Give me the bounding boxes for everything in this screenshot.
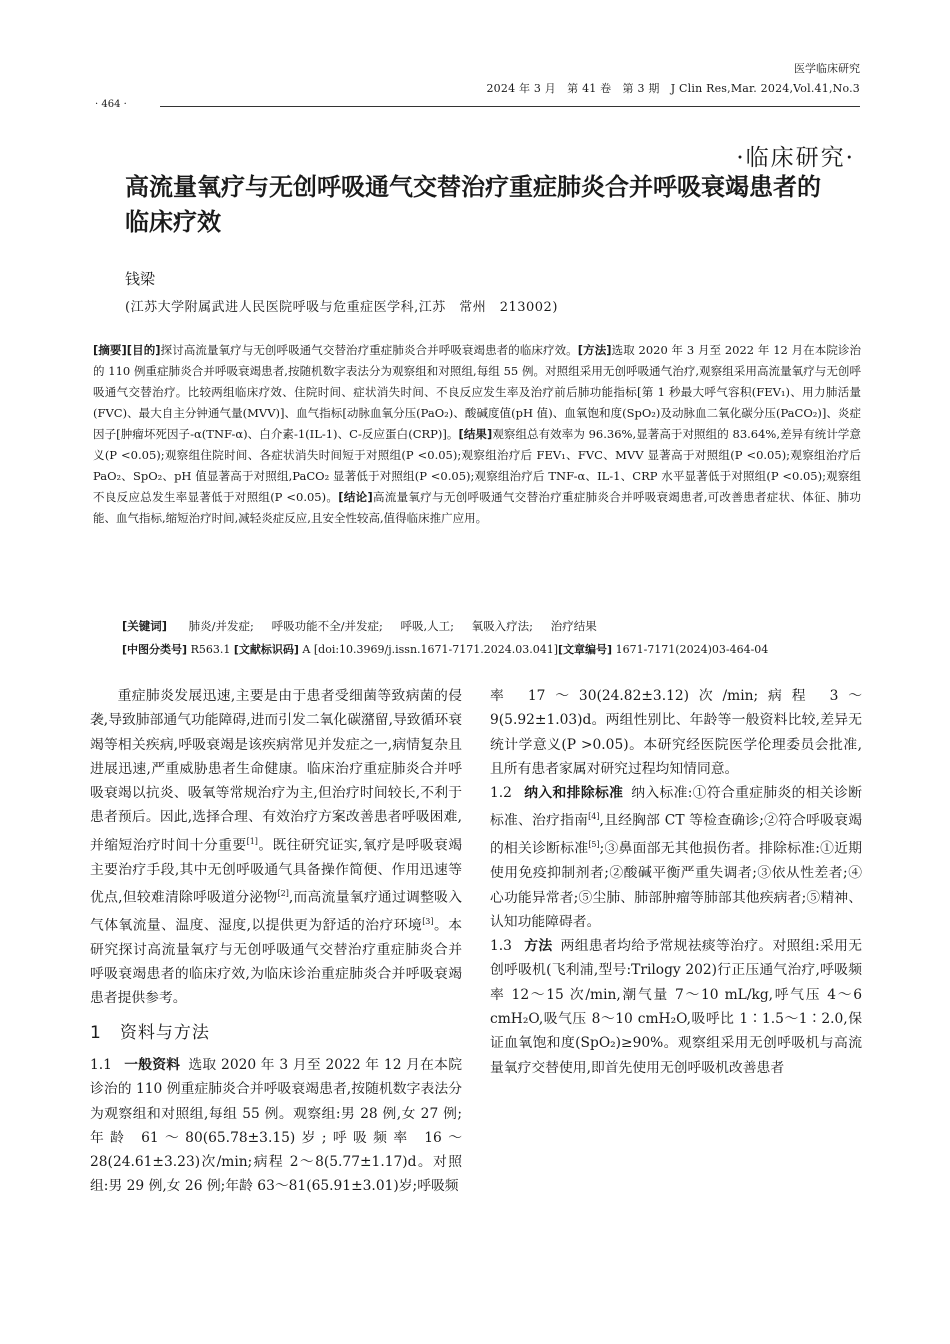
affiliation: (江苏大学附属武进人民医院呼吸与危重症医学科,江苏 常州 213002) <box>125 300 558 315</box>
keyword-item: 呼吸功能不全/并发症; <box>271 619 383 633</box>
body-left-column <box>90 684 462 1199</box>
author: 钱梁 <box>125 270 156 288</box>
citation: [4] <box>588 812 600 822</box>
citation: [2] <box>277 888 289 898</box>
intro-paragraph: 重症肺炎发展迅速,主要是由于患者受细菌等致病菌的侵袭,导致肺部通气功能障碍,进而引发二氧化碳潴留,导致循环衰竭等相关疾病,呼吸衰竭是该疾病常见并发症之一,病情复杂且进展迅速,严重威胁患者生命健康。临床治疗重症肺炎合并呼吸衰竭以抗炎、吸氧等常规治疗为主,但治疗时间较长,不利于患者预后。因此,选择合理、有效治疗方案改善患者呼吸困难,并缩短治疗时间十分重要[1]。既往研究证实,氧疗是呼吸衰竭主要治疗手段,其中无创呼吸通气具备操作简便、作用迅速等优点,但较难清除呼吸道分泌物[2],而高流量氧疗通过调整吸入气体氧流量、温度、湿度,以提供更为舒适的治疗环境[3]。本研究探讨高流量氧疗与无创呼吸通气交替治疗重症肺炎合并呼吸衰竭患者的临床疗效,为临床诊治重症肺炎合并呼吸衰竭患者提供参考。 <box>90 688 463 1007</box>
keyword-item: 呼吸,人工; <box>400 619 455 633</box>
citation: [1] <box>246 836 258 846</box>
clc-value: R563.1 <box>190 643 231 656</box>
article-number-value: 1671-7171(2024)03-464-04 <box>615 643 769 656</box>
paper-title: 高流量氧疗与无创呼吸通气交替治疗重症肺炎合并呼吸衰竭患者的临床疗效 <box>125 173 821 236</box>
article-number-label: [文章编号] <box>558 643 613 656</box>
subsection-1-1-continued: 率 17～30(24.82±3.12)次/min;病程 3～9(5.92±1.03)d。两组性别比、年龄等一般资料比较,差异无统计学意义(P >0.05)。本研究经医院医学伦理委员会批准,且所有患者家属对研究过程均知情同意。 <box>490 688 862 777</box>
journal-name: 医学临床研究 <box>794 62 860 75</box>
methods-label: [方法] <box>577 343 612 357</box>
citation: [5] <box>588 840 600 850</box>
objective-label: [目的] <box>126 343 161 357</box>
abstract-objective: 探讨高流量氧疗与无创呼吸通气交替治疗重症肺炎合并呼吸衰竭患者的临床疗效。 <box>160 343 578 357</box>
subsection-1-3: 1.3 方法 两组患者均给予常规祛痰等治疗。对照组:采用无创呼吸机(飞利浦,型号:Trilogy 202)行正压通气治疗,呼吸频率 12～15 次/min,潮气量 7～10 mL/kg,呼气压 4～6 cmH₂O,吸气压 8～10 cmH₂O,吸呼比 1∶1.5～1∶2.0,保证血氧饱和度(SpO₂)≥90%。观察组采用无创呼吸机与高流量氧疗交替使用,即首先使用无创呼吸机改善患者 <box>490 938 862 1076</box>
keyword-item: 氧吸入疗法; <box>471 619 534 633</box>
section-heading-1: 1 资料与方法 <box>90 1022 210 1043</box>
clc-label: [中图分类号] <box>122 643 188 656</box>
section-label: ·临床研究· <box>736 145 855 171</box>
abstract-results: 观察组总有效率为 96.36%,显著高于对照组的 83.64%,差异有统计学意义(P <0.05);观察组住院时间、各症状消失时间短于对照组(P <0.05);观察组治疗后 FEV₁、FVC、MVV 显著高于对照组(P <0.05);观察组治疗后 PaO₂、SpO₂、pH 值显著高于对照组,PaCO₂ 显著低于对照组(P <0.05);观察组治疗后 TNF-α、IL-1、CRP 水平显著低于对照组(P <0.05);观察组不良反应总发生率显著低于对照组(P <0.05)。 <box>93 427 862 504</box>
journal-issue-line: 2024 年 3 月 第 41 卷 第 3 期 J Clin Res,Mar. 2024,Vol.41,No.3 <box>486 82 860 95</box>
keywords <box>122 616 862 637</box>
doc-code-label: [文献标识码] <box>233 643 299 656</box>
abstract-methods: 选取 2020 年 3 月至 2022 年 12 月在本院诊治的 110 例重症肺炎合并呼吸衰竭患者,按随机数字表法分为观察组和对照组,每组 55 例。对照组采用无创呼吸通气治疗,观察组采用高流量氧疗与无创呼吸通气交替治疗。比较两组临床疗效、住院时间、症状消失时间、不良反应发生率及治疗前后肺功能指标[第 1 秒最大呼气容积(FEV₁)、用力肺活量(FVC)、最大自主分钟通气量(MVV)]、血气指标[动脉血氧分压(PaO₂)、酸碱度值(pH 值)、血氧饱和度(SpO₂)及动脉血二氧化碳分压(PaCO₂)]、炎症因子[肿瘤坏死因子-α(TNF-α)、白介素-1(IL-1)、C-反应蛋白(CRP)]。 <box>93 343 862 441</box>
header-rule <box>160 106 860 107</box>
results-label: [结果] <box>458 427 493 441</box>
keyword-item: 治疗结果 <box>550 619 597 633</box>
citation: [3] <box>422 916 434 926</box>
keywords-label: [关键词] <box>122 619 168 633</box>
keyword-item: 肺炎/并发症; <box>188 619 254 633</box>
classification-line <box>122 640 862 660</box>
abstract-conclusion: 高流量氧疗与无创呼吸通气交替治疗重症肺炎合并呼吸衰竭患者,可改善患者症状、体征、肺功能、血气指标,缩短治疗时间,减轻炎症反应,且安全性较高,值得临床推广应用。 <box>93 490 861 525</box>
abstract-label: [摘要] <box>93 343 127 357</box>
doc-code-value: A <box>302 643 311 656</box>
body-right-column <box>490 684 862 1080</box>
page-number: · 464 · <box>95 99 127 110</box>
abstract <box>93 340 861 529</box>
subsection-1-2: 1.2 纳入和排除标准 纳入标准:①符合重症肺炎的相关诊断标准、治疗指南[4],且经胸部 CT 等检查确诊;②符合呼吸衰竭的相关诊断标准[5];③鼻面部无其他损伤者。排除标准:①近期使用免疫抑制剂者;②酸碱平衡严重失调者;③依从性差者;④心功能异常者;⑤尘肺、肺部肿瘤等肺部其他疾病者;⑤精神、认知功能障碍者。 <box>490 785 862 930</box>
conclusion-label: [结论] <box>338 490 373 504</box>
doi: [doi:10.3969/j.issn.1671-7171.2024.03.041] <box>313 643 559 656</box>
subsection-1-1: 1.1 一般资料 选取 2020 年 3 月至 2022 年 12 月在本院诊治的 110 例重症肺炎合并呼吸衰竭患者,按随机数字表法分为观察组和对照组,每组 55 例。观察组:男 28 例,女 27 例;年龄 61～80(65.78±3.15)岁;呼吸频率 16～28(24.61±3.23)次/min;病程 2～8(5.77±1.17)d。对照组:男 29 例,女 26 例;年龄 63～81(65.91±3.01)岁;呼吸频 <box>90 1056 462 1195</box>
